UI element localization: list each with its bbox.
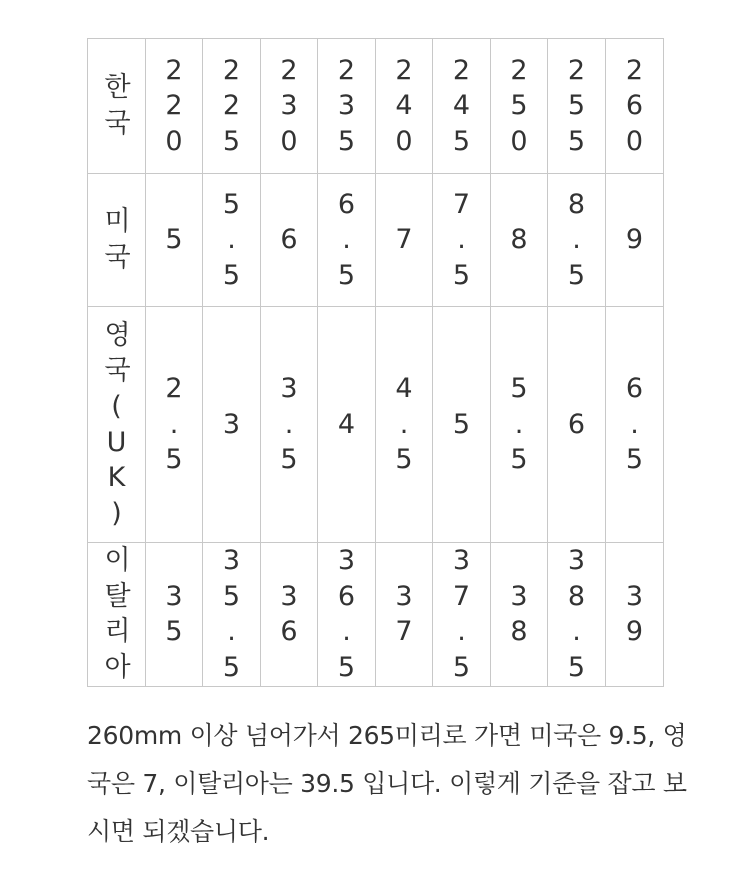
- cell-value: 39: [625, 580, 644, 648]
- cell-value: 8.5: [567, 188, 586, 291]
- cell-value: 250: [510, 54, 528, 157]
- cell-value: 255: [567, 54, 586, 157]
- cell-value: 5.5: [222, 188, 241, 291]
- table-cell: [606, 307, 664, 543]
- table-cell: [548, 543, 606, 687]
- table-cell: [376, 543, 433, 687]
- table-cell: [376, 307, 433, 543]
- cell-value: 235: [337, 54, 356, 157]
- table-cell: [491, 307, 548, 543]
- table-cell: [318, 174, 376, 307]
- table-cell: [318, 307, 376, 543]
- table-cell: [606, 543, 664, 687]
- cell-value: 5: [452, 408, 471, 440]
- row-label: [88, 307, 146, 543]
- table-cell: [548, 174, 606, 307]
- table-cell: [261, 307, 318, 543]
- table-cell: [318, 543, 376, 687]
- table-cell: [491, 543, 548, 687]
- table-cell: [548, 39, 606, 174]
- row-label-text: 한국: [104, 72, 131, 139]
- cell-value: 4.5: [395, 373, 413, 476]
- table-cell: [433, 307, 491, 543]
- table-cell: [261, 39, 318, 174]
- cell-value: 38: [510, 580, 528, 648]
- cell-value: 3.5: [280, 373, 298, 476]
- table-cell: [606, 39, 664, 174]
- size-row-usa: [88, 174, 664, 307]
- table-cell: [146, 543, 203, 687]
- table-cell: [433, 174, 491, 307]
- cell-value: 245: [452, 54, 471, 157]
- cell-value: 35: [165, 580, 183, 648]
- cell-value: 240: [395, 54, 413, 157]
- cell-value: 35.5: [222, 545, 241, 683]
- table-cell: [203, 174, 261, 307]
- cell-value: 220: [165, 54, 183, 157]
- cell-value: 38.5: [567, 545, 586, 683]
- shoe-size-table: [87, 38, 664, 687]
- cell-value: 260: [625, 54, 644, 157]
- row-label-text: 미국: [104, 206, 131, 273]
- cell-value: 6: [280, 224, 298, 256]
- cell-value: 4: [337, 408, 356, 440]
- table-cell: [491, 39, 548, 174]
- table-cell: [376, 39, 433, 174]
- table-cell: [203, 39, 261, 174]
- table-cell: [146, 307, 203, 543]
- table-cell: [433, 543, 491, 687]
- cell-value: 36.5: [337, 545, 356, 683]
- table-cell: [318, 39, 376, 174]
- cell-value: 8: [510, 224, 528, 256]
- size-row-korea: [88, 39, 664, 174]
- cell-value: 7.5: [452, 188, 471, 291]
- cell-value: 6.5: [337, 188, 356, 291]
- table-cell: [203, 543, 261, 687]
- cell-value: 230: [280, 54, 298, 157]
- cell-value: 37: [395, 580, 413, 648]
- size-row-uk: [88, 307, 664, 543]
- table-cell: [203, 307, 261, 543]
- table-cell: [261, 174, 318, 307]
- cell-value: 5.5: [510, 373, 528, 476]
- row-label: [88, 543, 146, 687]
- cell-value: 7: [395, 224, 413, 256]
- row-label: [88, 174, 146, 307]
- cell-value: 3: [222, 408, 241, 440]
- row-label-text: 영국(UK): [104, 319, 131, 529]
- size-note-caption: 260mm 이상 넘어가서 265미리로 가면 미국은 9.5, 영국은 7, 이탈리아는 39.5 입니다. 이렇게 기준을 잡고 보시면 되겠습니다.: [87, 721, 687, 846]
- cell-value: 5: [165, 224, 183, 256]
- table-cell: [146, 39, 203, 174]
- table-cell: [146, 174, 203, 307]
- table-cell: [548, 307, 606, 543]
- cell-value: 225: [222, 54, 241, 157]
- cell-value: 36: [280, 580, 298, 648]
- table-cell: [376, 174, 433, 307]
- cell-value: 2.5: [165, 373, 183, 476]
- cell-value: 6: [567, 408, 586, 440]
- table-cell: [491, 174, 548, 307]
- cell-value: 6.5: [625, 373, 644, 476]
- cell-value: 9: [625, 224, 644, 256]
- cell-value: 37.5: [452, 545, 471, 683]
- row-label-text: 이탈리아: [104, 545, 131, 683]
- row-label: [88, 39, 146, 174]
- table-cell: [261, 543, 318, 687]
- table-cell: [606, 174, 664, 307]
- table-cell: [433, 39, 491, 174]
- size-row-italy: [88, 543, 664, 687]
